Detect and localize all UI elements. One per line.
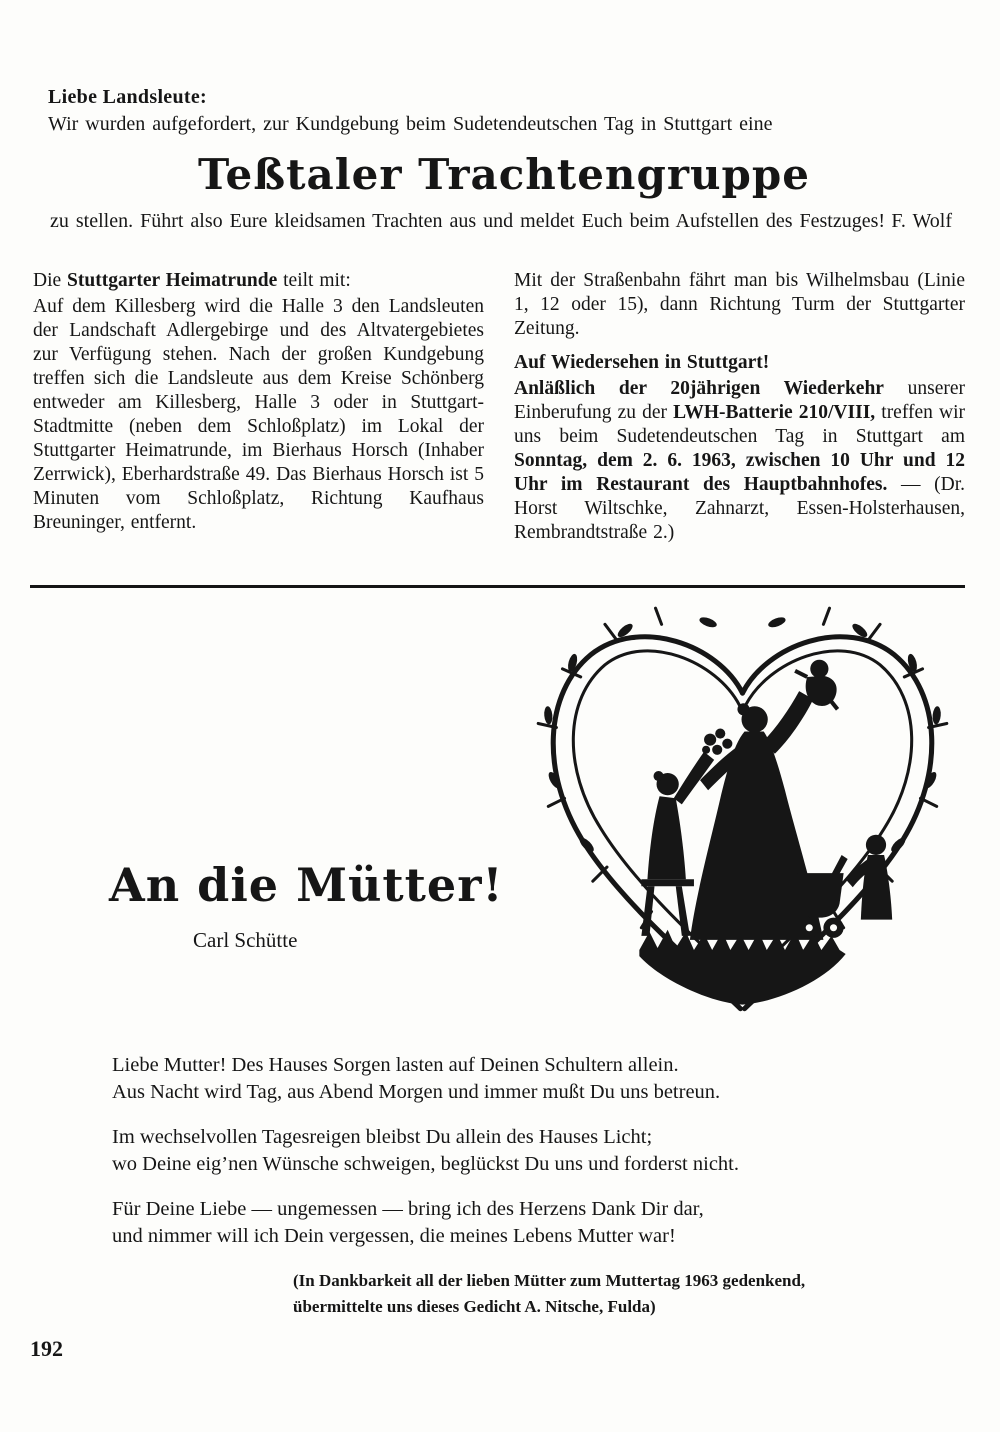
announcement-body-text: zu stellen. Führt also Eure kleidsamen Trachten aus und meldet Euch beim Aufstellen des Festzuges! bbox=[50, 210, 886, 232]
right-column-para1: Mit der Straßenbahn fährt man bis Wilhelmsbau (Linie 1, 12 oder 15), dann Richtung Turm der Stuttgarter Zeitung. bbox=[514, 270, 965, 339]
right-column-heading: Auf Wiedersehen in Stuttgart! bbox=[514, 352, 770, 373]
left-column-body: Auf dem Killesberg wird die Halle 3 den Landsleuten der Landschaft Adlergebirge und des Altvatergebietes zur Verfügung stehen. Nach der großen Kundgebung treffen sich die Landsleute aus dem Kreise Schönberg entweder am Killesberg, Halle 3 oder in Stuttgart-Stadtmitte (neben dem Schloßplatz) im Lokal der Stuttgarter Heimatrunde, im Bierhaus Horsch (Inhaber Zerrwick), Eberhardstraße 49. Das Bierhaus Horsch ist 5 Minuten vom Schloßplatz, Richtung Kaufhaus Breuninger, entfernt. bbox=[33, 296, 484, 533]
para2-bold2: LWH-Batterie 210/VIII, bbox=[673, 402, 876, 423]
poem-dedication-note bbox=[293, 1268, 1000, 1320]
poem-line: wo Deine eig’nen Wünsche schweigen, beglückst Du uns und forderst nicht. bbox=[112, 1153, 739, 1175]
note-line: übermittelte uns dieses Gedicht A. Nitsche, Fulda) bbox=[293, 1297, 656, 1316]
para2-text2: treffen wir uns beim Sudetendeutschen Tag in Stuttgart am bbox=[514, 402, 965, 447]
salutation: Liebe Landsleute: bbox=[48, 86, 207, 108]
poem-title-block bbox=[33, 606, 518, 1026]
section-divider bbox=[30, 585, 965, 588]
announcement-signature: F. Wolf bbox=[891, 210, 952, 232]
lead-prefix: Die bbox=[33, 270, 68, 291]
page-number: 192 bbox=[30, 1336, 63, 1361]
announcement-section bbox=[48, 86, 960, 235]
poem-line: Aus Nacht wird Tag, aus Abend Morgen und immer mußt Du uns betreun. bbox=[112, 1081, 721, 1103]
para2-bold3: Sonntag, dem 2. 6. 1963, zwischen 10 Uhr und 12 Uhr im Restaurant des Hauptbahnhofes. bbox=[514, 450, 965, 495]
grass-silhouette bbox=[639, 930, 845, 1005]
poem-stanza-3 bbox=[112, 1196, 1000, 1250]
poem-line: Für Deine Liebe — ungemessen — bring ich des Herzens Dank Dir dar, bbox=[112, 1198, 704, 1220]
mother-with-children-heart-silhouette bbox=[518, 606, 965, 1026]
poem-header bbox=[33, 606, 965, 1026]
right-column-para2 bbox=[514, 377, 965, 545]
left-column bbox=[33, 269, 484, 545]
heart-silhouette-svg bbox=[520, 606, 965, 1026]
para2-text1: unserer Einberufung zu der bbox=[514, 378, 966, 423]
lead-suffix: teilt mit: bbox=[277, 270, 351, 291]
announcement-body bbox=[50, 207, 960, 235]
poem-stanza-1 bbox=[112, 1052, 1000, 1106]
right-child-with-pram-silhouette bbox=[797, 835, 892, 938]
para2-bold1: Anläßlich der 20jährigen Wiederkehr bbox=[514, 378, 884, 399]
poem-line: und nimmer will ich Dein vergessen, die meines Lebens Mutter war! bbox=[112, 1225, 676, 1247]
announcement-intro: Wir wurden aufgefordert, zur Kundgebung beim Sudetendeutschen Tag in Stuttgart eine bbox=[48, 113, 773, 135]
left-column-lead bbox=[33, 269, 484, 293]
fraktur-headline: Teßtaler Trachtengruppe bbox=[198, 150, 810, 199]
two-column-section bbox=[33, 269, 965, 545]
para2-text3: — (Dr. Horst Wiltschke, Zahnarzt, Essen-Holsterhausen, Rembrandtstraße 2.) bbox=[514, 474, 965, 543]
poem-title: An die Mütter! bbox=[109, 858, 504, 912]
poem-line: Liebe Mutter! Des Hauses Sorgen lasten auf Deinen Schultern allein. bbox=[112, 1054, 679, 1076]
poem-stanza-2 bbox=[112, 1124, 1000, 1178]
poem-line: Im wechselvollen Tagesreigen bleibst Du allein des Hauses Licht; bbox=[112, 1126, 653, 1148]
poem-body bbox=[112, 1052, 1000, 1250]
note-line: (In Dankbarkeit all der lieben Mütter zum Muttertag 1963 gedenkend, bbox=[293, 1271, 806, 1290]
poem-author: Carl Schütte bbox=[193, 928, 298, 952]
right-column bbox=[514, 269, 965, 545]
lead-bold: Stuttgarter Heimatrunde bbox=[67, 270, 278, 291]
